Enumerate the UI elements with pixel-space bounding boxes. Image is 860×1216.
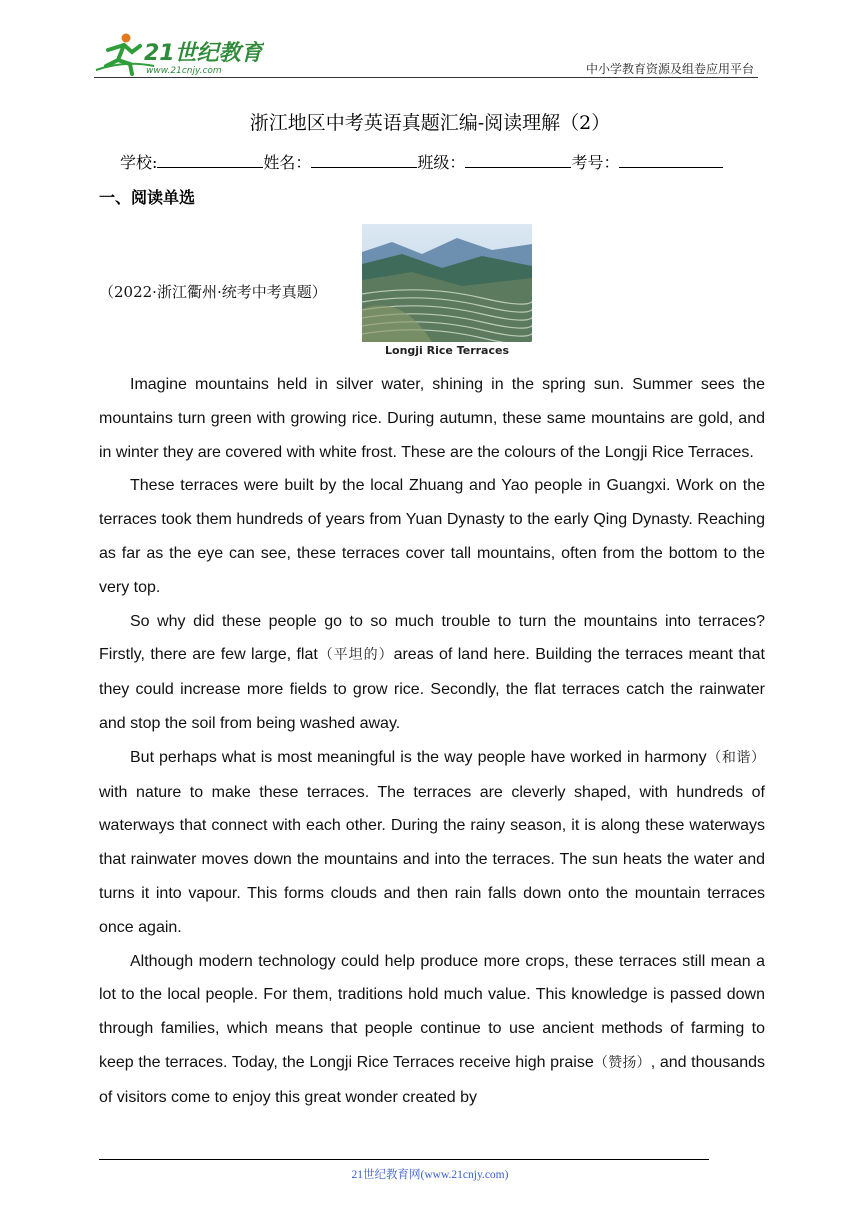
paragraph-2: These terraces were built by the local Zhuang and Yao people in Guangxi. Work on the terraces took them hundreds of years from Yuan Dynasty to the early Qing Dynasty. Reaching as far as the eye can see, these terraces cover tall mountains, often from the bottom to the very top. (99, 477, 765, 596)
rice-terraces-photo (362, 224, 532, 364)
paragraph-4 (99, 741, 765, 945)
reading-passage (99, 368, 765, 1115)
svg-text:21世纪教育: 21世纪教育 (144, 41, 263, 66)
section-heading: 一、阅读单选 (99, 188, 196, 207)
paragraph-1: Imagine mountains held in silver water, shining in the spring sun. Summer sees the mountains turn green with growing rice. During autumn, these same mountains are gold, and in winter they are covered with white frost. These are the colours of the Longji Rice Terraces. (99, 376, 765, 461)
header-divider (94, 77, 758, 78)
name-field[interactable] (311, 150, 417, 168)
page-header (94, 30, 758, 78)
photo-caption: Longji Rice Terraces (385, 344, 509, 357)
name-label: 姓名： (263, 153, 312, 172)
student-info-line (120, 150, 723, 173)
21cnjy-logo (94, 30, 264, 76)
svg-text:www.21cnjy.com: www.21cnjy.com (146, 66, 222, 76)
exam-number-field[interactable] (619, 150, 723, 168)
school-field[interactable] (157, 150, 263, 168)
paragraph-5-text-a: Although modern technology could help produce more crops, these terraces still mean a lot to the local people. For them, traditions hold much value. This knowledge is passed down through families, which means that people continue to use ancient methods of farming to keep the terraces. Today, the Longji Rice Terraces receive high praise (99, 952, 765, 1071)
gloss-harmony: （和谐） (706, 749, 765, 766)
platform-name: 中小学教育资源及组卷应用平台 (585, 62, 754, 76)
gloss-flat: （平坦的） (317, 647, 394, 664)
paragraph-4-text-a: But perhaps what is most meaningful is the way people have worked in harmony (130, 748, 707, 766)
page-title: 浙江地区中考英语真题汇编-阅读理解（2） (249, 112, 611, 134)
exam-label: 考号： (571, 153, 620, 172)
paragraph-5 (99, 945, 765, 1115)
paragraph-5-text-b: , and thousands of visitors come to enjoy this great wonder created by (99, 1053, 766, 1106)
footer-divider (99, 1159, 709, 1160)
class-field[interactable] (465, 150, 571, 168)
paragraph-3-text-b: areas of land here. Building the terraces meant that they could increase more fields to grow rice. Secondly, the flat terraces catch the rainwater and stop the soil from being washed away. (99, 646, 766, 732)
class-label: 班级： (417, 153, 466, 172)
paragraph-4-text-b: with nature to make these terraces. The terraces are cleverly shaped, with hundreds of waterways that connect with each other. During the rainy season, it is along these waterways that rainwater moves down the mountains and into the terraces. The sun heats the water and turns it into vapour. This forms clouds and then rain falls down onto the mountain terraces once again. (99, 783, 765, 936)
paragraph-3 (99, 605, 765, 741)
paragraph-3-text-a: So why did these people go to so much trouble to turn the mountains into terraces? Firstly, there are few large, flat (99, 612, 765, 664)
question-source: （2022·浙江衢州·统考中考真题） (99, 283, 327, 301)
gloss-praise: （赞扬） (593, 1054, 651, 1071)
footer-link[interactable]: 21世纪教育网(www.21cnjy.com) (351, 1169, 509, 1181)
school-label: 学校: (120, 153, 158, 172)
